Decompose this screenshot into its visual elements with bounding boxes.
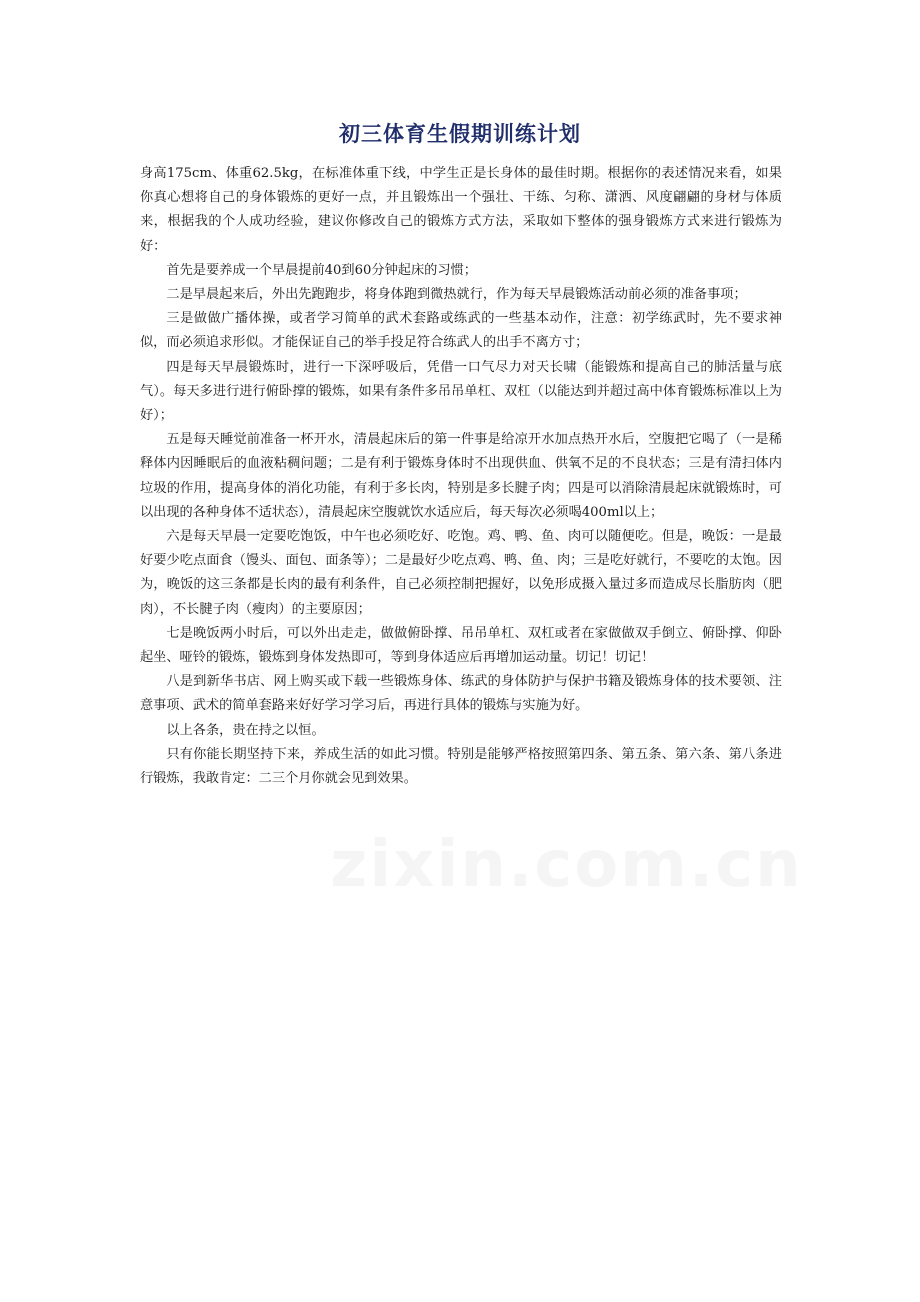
paragraph-item-1: 首先是要养成一个早晨提前40到60分钟起床的习惯； xyxy=(166,262,477,278)
paragraph-item-2: 二是早晨起来后，外出先跑跑步，将身体跑到微热就行，作为每天早晨锻炼活动前必须的准备事项； xyxy=(166,287,747,303)
paragraph-conclusion: 只有你能长期坚持下来，养成生活的如此习惯。特别是能够严格按照第四条、第五条、第六条、第八条进行锻炼，我敢肯定：二三个月你就会见到效果。 xyxy=(140,746,782,787)
paragraph-item-7: 七是晚饭两小时后，可以外出走走，做做俯卧撑、吊吊单杠、双杠或者在家做做双手倒立、俯卧撑、仰卧起坐、哑铃的锻炼，锻炼到身体发热即可，等到身体适应后再增加运动量。切记！切记！ xyxy=(140,625,782,666)
watermark: zixin.com.cn xyxy=(330,828,803,902)
document-title: 初三体育生假期训练计划 xyxy=(339,122,581,146)
paragraph-item-8: 八是到新华书店、网上购买或下载一些锻炼身体、练武的身体防护与保护书籍及锻炼身体的技术要领、注意事项、武术的简单套路来好好学习学习后，再进行具体的锻炼与实施为好。 xyxy=(140,674,782,714)
paragraph-item-3: 三是做做广播体操，或者学习简单的武术套路或练武的一些基本动作，注意：初学练武时，先不要求神似，而必须追求形似。才能保证自己的举手投足符合练武人的出手不离方寸； xyxy=(140,311,782,351)
document-body xyxy=(140,162,782,791)
paragraph-item-4: 四是每天早晨锻炼时，进行一下深呼吸后，凭借一口气尽力对天长啸（能锻炼和提高自己的肺活量与底气）。每天多进行进行俯卧撑的锻炼，如果有条件多吊吊单杠、双杠（以能达到并超过高中体育锻炼标准以上为好）； xyxy=(140,359,782,424)
paragraph-item-5: 五是每天睡觉前准备一杯开水，清晨起床后的第一件事是给凉开水加点热开水后，空腹把它喝了（一是稀释体内因睡眠后的血液粘稠问题；二是有利于锻炼身体时不出现供血、供氧不足的不良状态；三是有清扫体内垃圾的作用，提高身体的消化功能，有利于多长肉，特别是多长腱子肉；四是可以消除清晨起床就锻炼时，可以出现的各种身体不适状态），清晨起床空腹就饮水适应后，每天每次必须喝400ml以上； xyxy=(140,432,782,520)
paragraph-intro: 身高175cm、体重62.5kg，在标准体重下线，中学生正是长身体的最佳时期。根据你的表述情况来看，如果你真心想将自己的身体锻炼的更好一点，并且锻炼出一个强壮、干练、匀称、潇洒、风度翩翩的身材与体质来，根据我的个人成功经验，建议你修改自己的锻炼方式方法，采取如下整体的强身锻炼方式来进行锻炼为好： xyxy=(140,166,782,254)
paragraph-item-6: 六是每天早晨一定要吃饱饭，中午也必须吃好、吃饱。鸡、鸭、鱼、肉可以随便吃。但是，晚饭：一是最好要少吃点面食（馒头、面包、面条等）；二是最好少吃点鸡、鸭、鱼、肉；三是吃好就行，不要吃的太饱。因为，晚饭的这三条都是长肉的最有利条件，自己必须控制把握好，以免形成摄入量过多而造成尽长脂肪肉（肥肉），不长腱子肉（瘦肉）的主要原因； xyxy=(140,529,782,617)
paragraph-summary: 以上各条，贵在持之以恒。 xyxy=(166,722,325,738)
